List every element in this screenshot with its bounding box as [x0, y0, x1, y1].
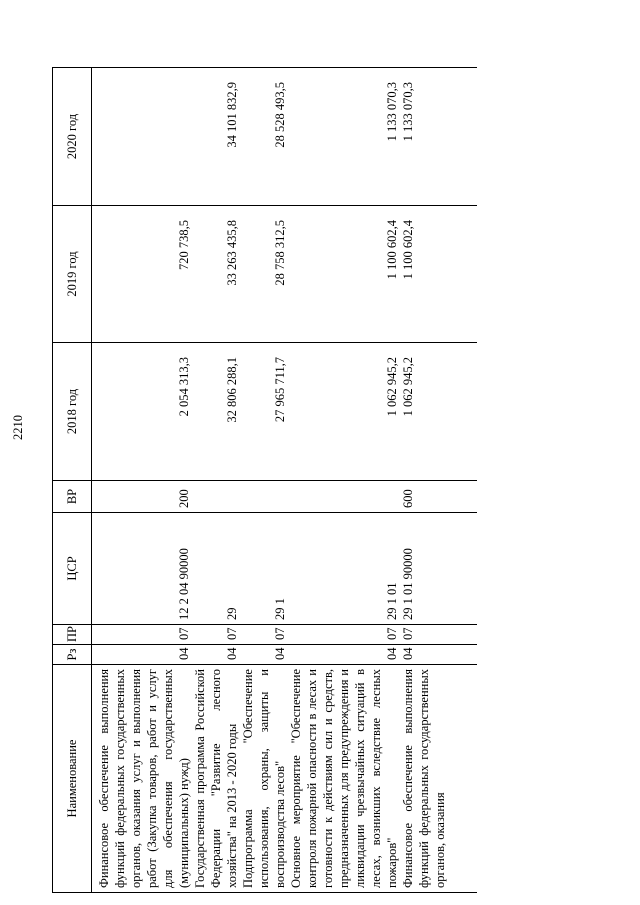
header-rz: Рз [53, 645, 92, 665]
row-vr [240, 481, 288, 513]
row-csr: 29 1 [240, 513, 288, 625]
row-vr: 600 [400, 481, 477, 513]
row-csr: 29 1 01 [288, 513, 400, 625]
header-2018: 2018 год [53, 343, 92, 481]
row-csr: 29 [192, 513, 240, 625]
row-2019: 28 758 312,5 [240, 206, 288, 343]
row-rz: 04 [192, 645, 240, 665]
row-2020: 28 528 493,5 [240, 68, 288, 206]
row-pr: 07 [92, 625, 193, 645]
table-row [400, 68, 477, 893]
table-row [240, 68, 288, 893]
row-name: Финансовое обеспечение выполнения функций федеральных государственных органов, оказания услуг и выполнения работ (Закупка товаров, работ и услуг для обеспечения государственных (муниципальных) нужд) [92, 665, 193, 893]
row-2019: 33 263 435,8 [192, 206, 240, 343]
table-row [288, 68, 400, 893]
header-vr: ВР [53, 481, 92, 513]
row-2020: 1 133 070,3 [288, 68, 400, 206]
row-name: Подпрограмма "Обеспечение использования, охраны, защиты и воспроизводства лесов" [240, 665, 288, 893]
row-2018: 27 965 711,7 [240, 343, 288, 481]
row-2019: 1 100 602,4 [288, 206, 400, 343]
table-row [92, 68, 193, 893]
header-2019: 2019 год [53, 206, 92, 343]
row-name: Государственная программа Российской Федерации "Развитие лесного хозяйства" на 2013 - 2020 годы [192, 665, 240, 893]
budget-table [52, 67, 477, 893]
row-csr: 29 1 01 90000 [400, 513, 477, 625]
row-pr: 07 [288, 625, 400, 645]
header-name: Наименование [53, 665, 92, 893]
row-2020: 34 101 832,9 [192, 68, 240, 206]
row-2018: 1 062 945,2 [400, 343, 477, 481]
row-rz: 04 [92, 645, 193, 665]
budget-table-page [52, 68, 597, 893]
row-csr: 12 2 04 90000 [92, 513, 193, 625]
header-pr: ПР [53, 625, 92, 645]
row-vr [192, 481, 240, 513]
row-name: Основное мероприятие "Обеспечение контроля пожарной опасности в лесах и готовности к действиям сил и средств, предназначенных для предупреждения и ликвидации чрезвычайных ситуаций в лесах, возникших вследствие лесных пожаров" [288, 665, 400, 893]
row-rz: 04 [288, 645, 400, 665]
row-pr: 07 [240, 625, 288, 645]
header-csr: ЦСР [53, 513, 92, 625]
header-row [53, 68, 92, 893]
row-2018: 2 054 313,3 [92, 343, 193, 481]
row-2019: 1 100 602,4 [400, 206, 477, 343]
row-pr: 07 [192, 625, 240, 645]
row-2019: 720 738,5 [92, 206, 193, 343]
row-rz: 04 [240, 645, 288, 665]
page-number: 2210 [11, 415, 25, 440]
row-vr: 200 [92, 481, 193, 513]
row-name: Финансовое обеспечение выполнения функций федеральных государственных органов, оказания [400, 665, 477, 893]
header-2020: 2020 год [53, 68, 92, 206]
row-pr: 07 [400, 625, 477, 645]
row-2018: 1 062 945,2 [288, 343, 400, 481]
row-2020: 1 133 070,3 [400, 68, 477, 206]
row-rz: 04 [400, 645, 477, 665]
row-vr [288, 481, 400, 513]
row-2018: 32 806 288,1 [192, 343, 240, 481]
table-row [192, 68, 240, 893]
row-2020 [92, 68, 193, 206]
